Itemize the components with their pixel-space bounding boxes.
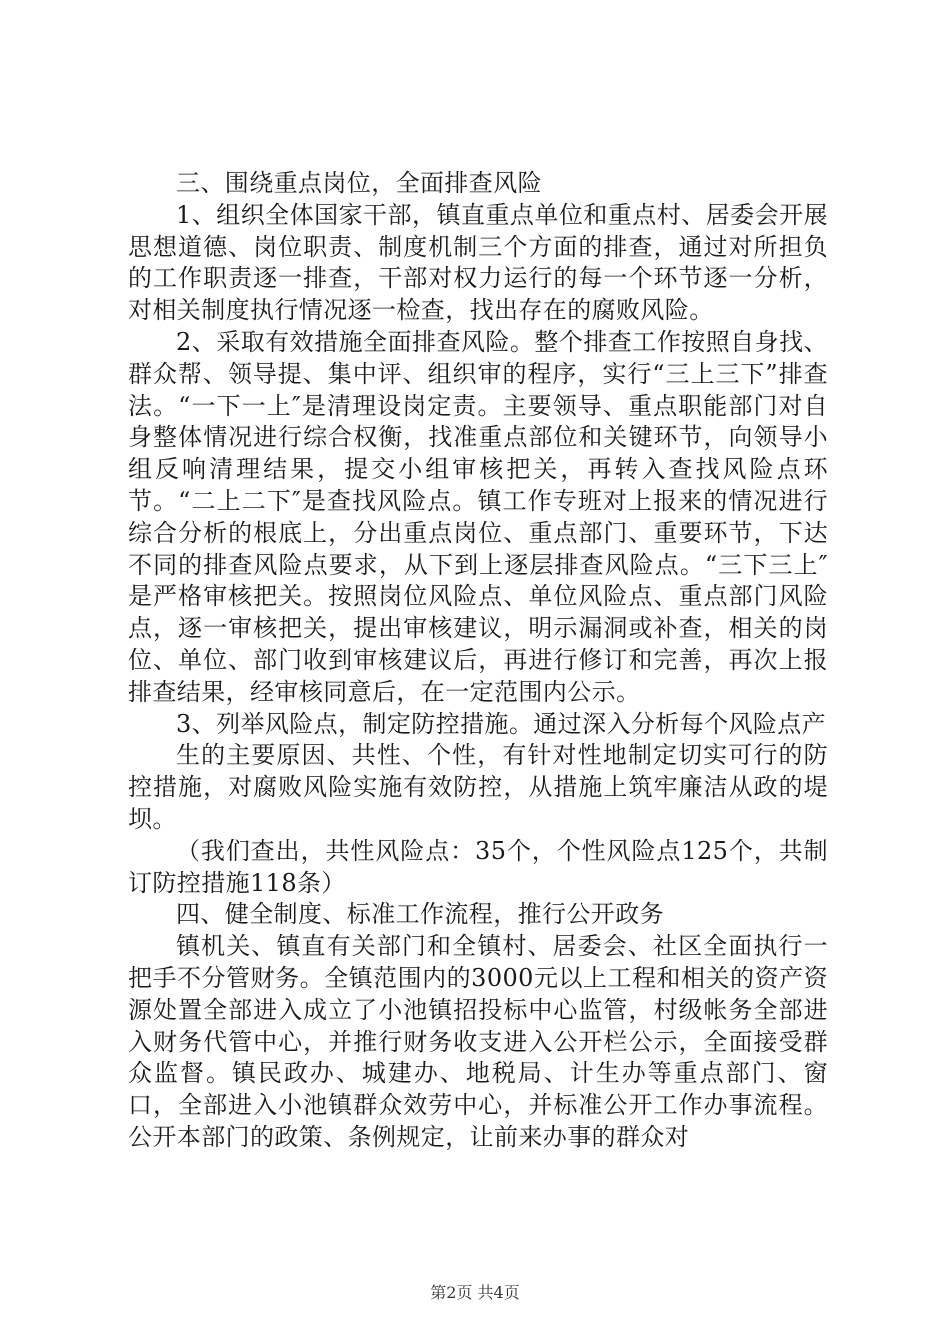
section-heading-3: 三、围绕重点岗位，全面排查风险 <box>176 169 542 197</box>
paragraph-statistics-note: （我们查出，共性风险点：35个，个性风险点125个，共制订防控措施118条） <box>128 836 828 897</box>
page-number-footer: 第2页 共4页 <box>430 1283 520 1302</box>
paragraph-section-4-body: 镇机关、镇直有关部门和全镇村、居委会、社区全面执行一把手不分管财务。全镇范围内的3000元以上工程和相关的资产资源处置全部进入成立了小池镇招投标中心监管，村级帐务全部进入财务代管中心，并推行财务收支进入公开栏公示，全面接受群众监督。镇民政办、城建办、地税局、计生办等重点部门、窗口，全部进入小池镇群众效劳中心，并标准公开工作办事流程。公开本部门的政策、条例规定，让前来办事的群众对 <box>128 932 828 1151</box>
paragraph-item-1: 1、组织全体国家干部，镇直重点单位和重点村、居委会开展思想道德、岗位职责、制度机制三个方面的排查，通过对所担负的工作职责逐一排查，干部对权力运行的每一个环节逐一分析，对相关制度执行情况逐一检查，找出存在的腐败风险。 <box>128 200 828 325</box>
paragraph-item-2: 2、采取有效措施全面排查风险。整个排查工作按照自身找、群众帮、领导提、集中评、组织审的程序，实行“三上三下”排查法。“一下一上″是清理设岗定责。主要领导、重点职能部门对自身整体情况进行综合权衡，找准重点部位和关键环节，向领导小组反响清理结果，提交小组审核把关，再转入查找风险点环节。“二上二下″是查找风险点。镇工作专班对上报来的情况进行综合分析的根底上，分出重点岗位、重点部门、重要环节，下达不同的排查风险点要求，从下到上逐层排查风险点。“三下三上″是严格审核把关。按照岗位风险点、单位风险点、重点部门风险点，逐一审核把关，提出审核建议，明示漏洞或补查，相关的岗位、单位、部门收到审核建议后，再进行修订和完善，再次上报排查结果，经审核同意后，在一定范围内公示。 <box>128 327 828 706</box>
document-body <box>128 168 828 1154</box>
paragraph-item-3: 3、列举风险点，制定防控措施。通过深入分析每个风险点产 <box>176 709 827 738</box>
paragraph-item-3-continued: 生的主要原因、共性、个性，有针对性地制定切实可行的防控措施，对腐败风险实施有效防控，从措施上筑牢廉洁从政的堤坝。 <box>128 741 828 833</box>
section-heading-4: 四、健全制度、标准工作流程，推行公开政务 <box>176 900 664 929</box>
